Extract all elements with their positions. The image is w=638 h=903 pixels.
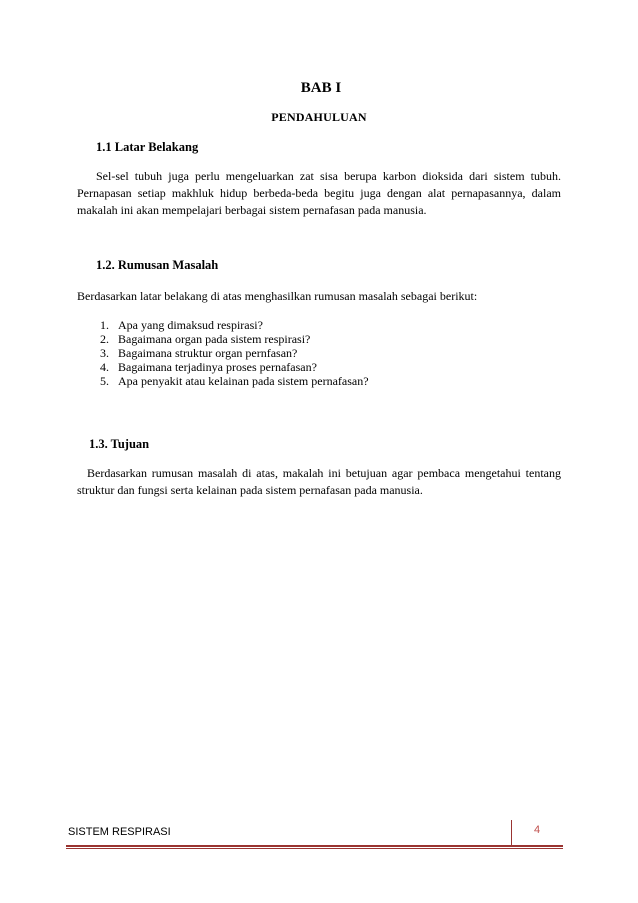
list-item-number: 3. [100,346,109,360]
tujuan-paragraph [77,465,561,499]
section-heading-latar-belakang: 1.1 Latar Belakang [96,140,199,154]
list-item-number: 4. [100,360,109,374]
list-item-text: Bagaimana terjadinya proses pernafasan? [118,360,317,374]
footer-rule-thin [66,848,563,849]
list-item [100,374,369,388]
page-number: 4 [533,824,541,836]
latar-belakang-paragraph [77,168,561,219]
list-item-text: Bagaimana organ pada sistem respirasi? [118,332,311,346]
section-heading-rumusan-masalah: 1.2. Rumusan Masalah [96,258,219,272]
rumusan-masalah-list [100,318,369,388]
list-item-text: Apa penyakit atau kelainan pada sistem pernafasan? [118,374,369,388]
page-footer [66,820,566,846]
list-item [100,318,369,332]
latar-belakang-text: Sel-sel tubuh juga perlu mengeluarkan zat sisa berupa karbon dioksida dari sistem tubuh. Pernapasan setiap makhluk hidup berbeda-beda begitu juga dengan alat pernapasannya, dalam makalah ini akan mempelajari berbagai sistem pernafasan pada manusia. [77,169,561,217]
list-item [100,346,369,360]
list-item-number: 2. [100,332,109,346]
rumusan-masalah-intro: Berdasarkan latar belakang di atas menghasilkan rumusan masalah sebagai berikut: [77,289,478,303]
tujuan-text: Berdasarkan rumusan masalah di atas, makalah ini betujuan agar pembaca mengetahui tentang struktur dan fungsi serta kelainan pada sistem pernafasan pada manusia. [77,466,561,497]
list-item [100,360,369,374]
footer-divider [511,820,512,845]
chapter-number: BAB I [300,80,342,96]
list-item-number: 1. [100,318,109,332]
list-item [100,332,369,346]
list-item-text: Apa yang dimaksud respirasi? [118,318,263,332]
footer-title: SISTEM RESPIRASI [68,826,171,838]
list-item-number: 5. [100,374,109,388]
chapter-title: PENDAHULUAN [271,110,367,124]
footer-rule [66,845,563,847]
section-heading-tujuan: 1.3. Tujuan [89,437,150,451]
list-item-text: Bagaimana struktur organ pernfasan? [118,346,298,360]
